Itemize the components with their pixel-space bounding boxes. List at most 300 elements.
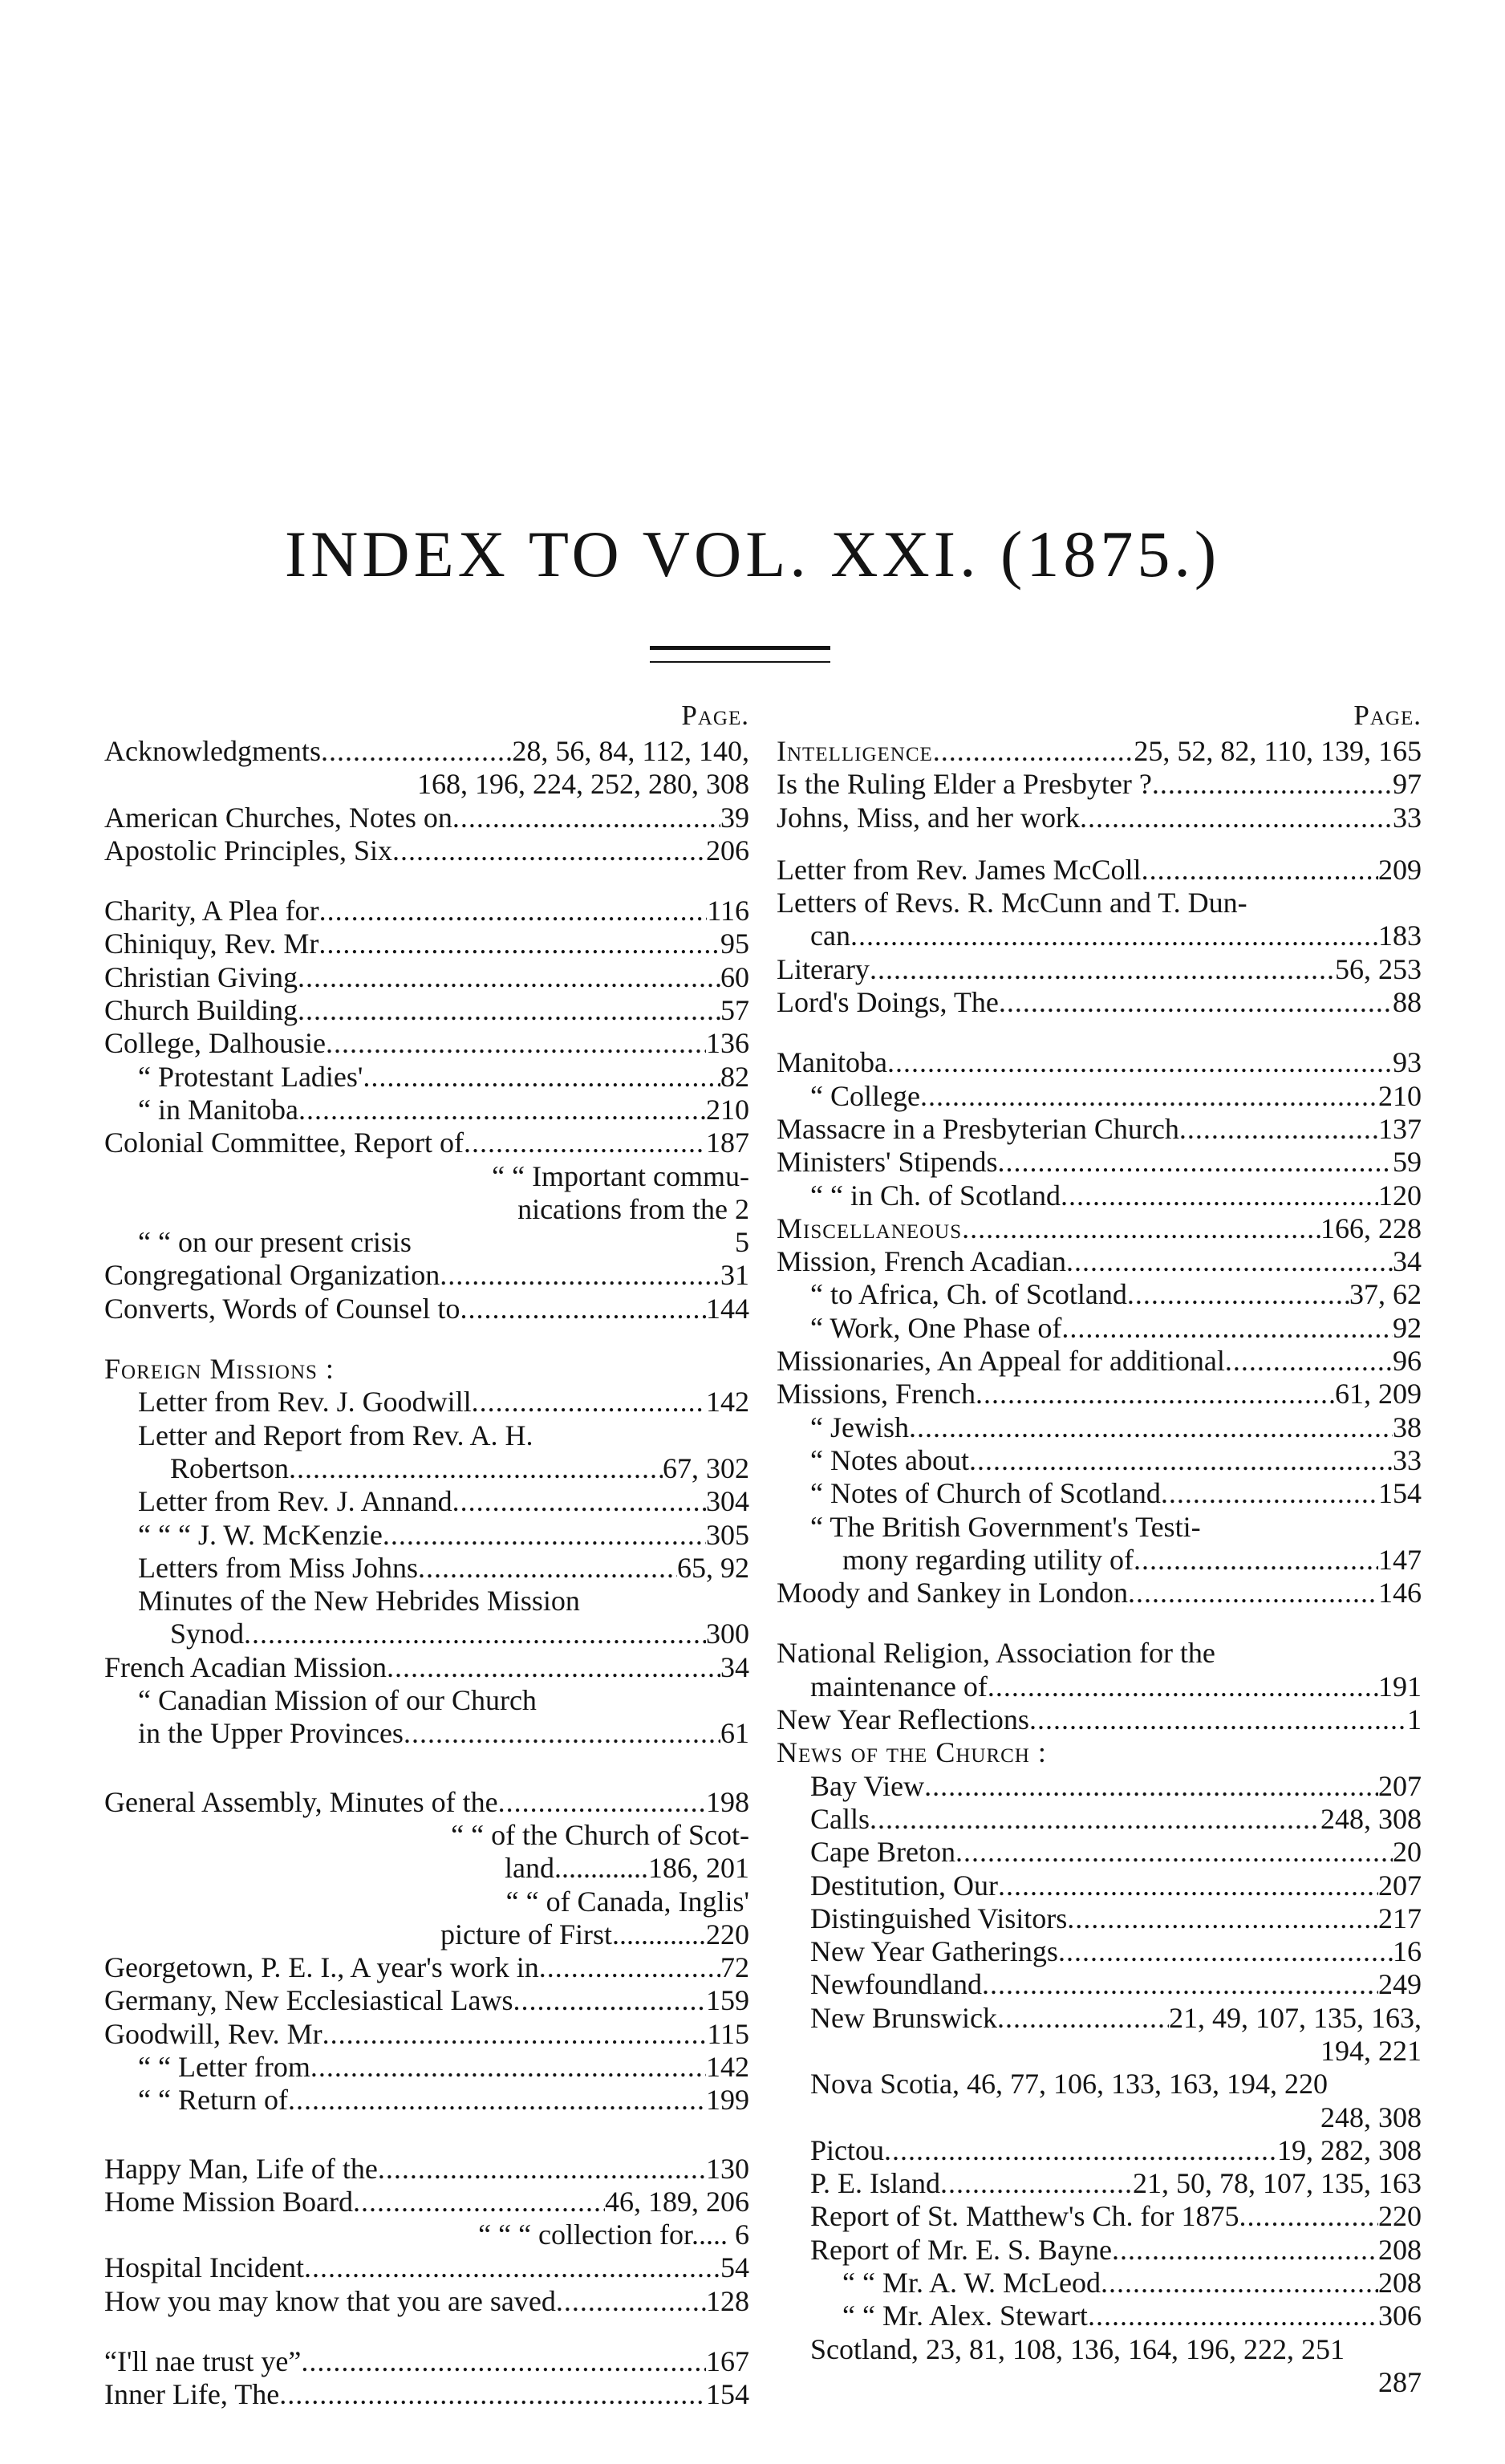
- page-number: 210: [706, 1093, 749, 1126]
- page-number: 137: [1378, 1112, 1422, 1145]
- entry-text: Lord's Doings, The: [777, 986, 999, 1019]
- entry-text: “ “ “ collection for..... 6: [478, 2218, 749, 2251]
- index-entry: [104, 1027, 749, 1060]
- index-entry: [104, 735, 749, 768]
- index-entry: [777, 1803, 1422, 1836]
- page-number: 60: [720, 960, 749, 993]
- leader-dots: [288, 2084, 706, 2117]
- entry-text: “ “ of Canada, Inglis': [505, 1885, 749, 1918]
- index-entry: [104, 1259, 749, 1292]
- index-entry: [104, 2018, 749, 2051]
- index-entry: [777, 1080, 1422, 1113]
- index-entry: [104, 1717, 749, 1750]
- entry-text: Congregational Organization: [104, 1259, 440, 1292]
- page-number: 31: [720, 1259, 749, 1292]
- entry-text: Ministers' Stipends: [777, 1146, 998, 1179]
- leader-dots: [969, 1444, 1393, 1477]
- page-number: 54: [720, 2251, 749, 2284]
- page-number: 38: [1393, 1411, 1422, 1443]
- entry-text: Inner Life, The: [104, 2378, 280, 2411]
- page-number: 142: [706, 1386, 749, 1419]
- entry-text: picture of First: [440, 1918, 612, 1950]
- page-number: 34: [720, 1650, 749, 1683]
- leader-dots: [1134, 1544, 1378, 1577]
- leader-dots: [1029, 1703, 1407, 1736]
- leader-dots: .............: [612, 1918, 706, 1950]
- leader-dots: [962, 1212, 1320, 1245]
- index-entry: [777, 1444, 1422, 1477]
- page-number: 306: [1378, 2300, 1422, 2332]
- index-entry: [777, 2267, 1422, 2300]
- entry-text: “ “ Important commu-: [492, 1159, 749, 1192]
- entry-text: Robertson: [170, 1451, 289, 1484]
- index-entry: [104, 1126, 749, 1159]
- entry-text: “ to Africa, Ch. of Scotland: [810, 1278, 1127, 1311]
- index-entry: [777, 1477, 1422, 1510]
- page-number: 1: [1407, 1703, 1422, 1736]
- entry-text: Letters of Revs. R. McCunn and T. Dun-: [777, 887, 1247, 919]
- page-number: 187: [706, 1126, 749, 1159]
- index-entry: [777, 1146, 1422, 1179]
- index-entries-left: [104, 735, 749, 2412]
- leader-dots: [279, 2378, 706, 2411]
- page-number: 159: [706, 1984, 749, 2017]
- page-number: 166, 228: [1320, 1212, 1422, 1244]
- page-number: 93: [1393, 1046, 1422, 1079]
- entry-text: Is the Ruling Elder a Presbyter ?: [777, 768, 1152, 801]
- entry-text: Colonial Committee, Report of: [104, 1126, 464, 1159]
- page-column-label: Page.: [1353, 700, 1422, 731]
- index-entry: [777, 1902, 1422, 1935]
- leader-dots: [321, 735, 512, 768]
- leader-dots: [1128, 1577, 1378, 1610]
- entry-text: “ “ on our present crisis: [138, 1226, 412, 1259]
- entry-text: Cape Breton: [810, 1836, 955, 1869]
- leader-dots: [556, 2285, 706, 2318]
- leader-dots: [498, 1786, 706, 1819]
- page-number: 208: [1378, 2233, 1422, 2266]
- leader-dots: [404, 1717, 720, 1750]
- index-entry: [777, 2002, 1422, 2035]
- entry-text: Minutes of the New Hebrides Mission: [138, 1585, 580, 1618]
- entry-text: “ Work, One Phase of: [810, 1311, 1062, 1344]
- page-number: 92: [1393, 1311, 1422, 1344]
- page-number: 37, 62: [1349, 1278, 1422, 1311]
- entry-text: Acknowledgments: [104, 735, 321, 767]
- index-entry: [777, 2234, 1422, 2267]
- index-entry: [104, 1485, 749, 1518]
- entry-text: Newfoundland: [810, 1968, 982, 2001]
- entry-text: land: [505, 1852, 554, 1885]
- leader-dots: [326, 1027, 706, 1060]
- entry-text: National Religion, Association for the: [777, 1637, 1215, 1670]
- page-number: 25, 52, 82, 110, 139, 165: [1134, 735, 1422, 767]
- page-number: 305: [706, 1518, 749, 1551]
- index-entry: [104, 1061, 749, 1094]
- leader-dots: [298, 1094, 706, 1126]
- index-entry-continuation: [777, 2101, 1422, 2134]
- page-number: 67, 302: [663, 1451, 749, 1484]
- page-number: 46, 189, 206: [605, 2185, 749, 2218]
- leader-dots: [999, 986, 1393, 1019]
- index-entry: [777, 1245, 1422, 1278]
- entry-text: “ Notes of Church of Scotland: [810, 1477, 1161, 1510]
- page-number: 20: [1393, 1836, 1422, 1869]
- leader-dots: [887, 1046, 1393, 1079]
- index-entry: [104, 2153, 749, 2186]
- page-number: 57: [720, 994, 749, 1027]
- index-entry: [777, 768, 1422, 801]
- leader-dots: [387, 1651, 720, 1684]
- index-entry: [777, 2300, 1422, 2332]
- entry-text: “ “ in Ch. of Scotland: [810, 1179, 1061, 1212]
- index-entry: [104, 1951, 749, 1984]
- leader-dots: [1101, 2267, 1378, 2300]
- page-number: 183: [1378, 919, 1422, 952]
- page-number: 116: [707, 895, 749, 928]
- page-number: 220: [1378, 2200, 1422, 2233]
- entry-text: Hospital Incident: [104, 2251, 304, 2284]
- index-entry: [777, 1869, 1422, 1902]
- index-entry: [104, 2251, 749, 2284]
- entry-text: “ “ Mr. Alex. Stewart: [842, 2300, 1088, 2332]
- leader-dots: [997, 2002, 1169, 2035]
- index-entry: [104, 1684, 749, 1717]
- page-number: 220: [706, 1918, 749, 1950]
- index-entry: [104, 994, 749, 1027]
- entry-text: American Churches, Notes on: [104, 801, 452, 834]
- page-number: 39: [720, 801, 749, 834]
- index-entry: [777, 1345, 1422, 1378]
- page-number: 199: [706, 2084, 749, 2117]
- leader-dots: [1127, 1278, 1349, 1311]
- leader-dots: [452, 1485, 706, 1518]
- leader-dots: [1152, 768, 1393, 801]
- leader-dots: [1112, 2234, 1378, 2267]
- index-entry: [104, 802, 749, 834]
- leader-dots: [353, 2186, 605, 2218]
- page-number: 96: [1393, 1345, 1422, 1378]
- leader-dots: [378, 2153, 706, 2186]
- index-entry: [777, 1637, 1422, 1670]
- entry-text: Intelligence: [777, 735, 933, 767]
- entry-text: College, Dalhousie: [104, 1027, 326, 1060]
- entry-text: “ Protestant Ladies': [138, 1060, 363, 1093]
- index-entry: [104, 1226, 749, 1259]
- entry-text: “ “ of the Church of Scot-: [451, 1818, 749, 1851]
- index-entry: [777, 854, 1422, 887]
- entry-text: 248, 308: [1320, 2101, 1422, 2133]
- leader-dots: [289, 1452, 663, 1485]
- leader-dots: [1061, 1179, 1378, 1212]
- entry-text: “ “ Mr. A. W. McLeod: [842, 2267, 1101, 2300]
- page-number: 167: [706, 2345, 749, 2378]
- page-number: 19, 282, 308: [1277, 2133, 1422, 2166]
- entry-text: Calls: [810, 1802, 870, 1835]
- entry-text: Synod: [170, 1618, 245, 1650]
- entry-text: Foreign Missions :: [104, 1353, 335, 1386]
- leader-dots: [1161, 1477, 1378, 1510]
- index-entry: [104, 895, 749, 928]
- page-number: 97: [1393, 768, 1422, 801]
- leader-dots: [452, 802, 720, 834]
- page-number: 28, 56, 84, 112, 140,: [512, 735, 749, 767]
- entry-text: Bay View: [810, 1769, 925, 1802]
- index-entry: [777, 887, 1422, 919]
- leader-dots: [418, 1552, 677, 1585]
- entry-text: Literary: [777, 952, 870, 985]
- page-number: 5: [735, 1226, 749, 1259]
- page-number: 115: [707, 2017, 749, 2050]
- index-entry: [777, 1312, 1422, 1345]
- entry-text: “ Notes about: [810, 1443, 969, 1476]
- entry-text: in the Upper Provinces: [138, 1717, 404, 1750]
- index-entry: [777, 1179, 1422, 1212]
- page-number: 198: [706, 1785, 749, 1818]
- entry-text: Letter from Rev. James McColl: [777, 853, 1142, 886]
- leader-dots: [310, 2051, 706, 2084]
- leader-dots: [464, 1126, 706, 1159]
- index-entry: [777, 1736, 1422, 1769]
- entry-text: Report of St. Matthew's Ch. for 1875: [810, 2200, 1239, 2233]
- index-entry: [104, 1386, 749, 1419]
- leader-dots: [1142, 854, 1378, 887]
- index-entry: [777, 1544, 1422, 1577]
- page-column-label: Page.: [681, 700, 749, 731]
- entry-spacer: [104, 1325, 749, 1353]
- entry-text: News of the Church :: [777, 1736, 1047, 1769]
- index-entry-continuation: [104, 1852, 749, 1885]
- leader-dots: [1239, 2200, 1378, 2233]
- page-number: 33: [1393, 1443, 1422, 1476]
- page-title: INDEX TO VOL. XXI. (1875.): [284, 518, 1221, 591]
- entry-text: Home Mission Board: [104, 2185, 353, 2218]
- index-entry: [104, 2378, 749, 2411]
- page-number: 65, 92: [677, 1551, 749, 1584]
- entry-text: Pictou: [810, 2133, 885, 2166]
- leader-dots: [383, 1519, 706, 1552]
- index-entry: [777, 1968, 1422, 2001]
- leader-dots: [884, 2134, 1277, 2167]
- entry-text: New Year Reflections: [777, 1703, 1029, 1736]
- entry-text: 287: [1378, 2365, 1422, 2398]
- index-entry: [104, 2285, 749, 2318]
- entry-text: New Brunswick: [810, 2001, 997, 2034]
- leader-dots: [244, 1618, 706, 1650]
- page-number: 136: [706, 1027, 749, 1060]
- index-entry: [777, 1703, 1422, 1736]
- index-entry: [777, 2200, 1422, 2233]
- entry-spacer: [104, 1751, 749, 1786]
- leader-dots: [298, 961, 720, 994]
- entry-text: Manitoba: [777, 1046, 887, 1079]
- entry-text: Chiniquy, Rev. Mr: [104, 928, 319, 960]
- index-entry: [777, 1511, 1422, 1544]
- entry-text: can: [810, 919, 850, 952]
- entry-text: Miscellaneous: [777, 1212, 963, 1244]
- index-entry: [777, 2333, 1422, 2366]
- entry-text: Christian Giving: [104, 960, 298, 993]
- index-entry-continuation: [104, 1193, 749, 1226]
- entry-spacer: [104, 2117, 749, 2153]
- index-entry-continuation: [777, 2366, 1422, 2399]
- entry-text: Goodwill, Rev. Mr: [104, 2017, 322, 2050]
- page-number: 72: [720, 1951, 749, 1984]
- index-entry: [777, 1411, 1422, 1444]
- page-number: 209: [1378, 853, 1422, 886]
- leader-dots: [363, 1061, 720, 1094]
- index-entry: [104, 1786, 749, 1819]
- leader-dots: [933, 735, 1134, 768]
- leader-dots: [998, 1869, 1378, 1902]
- page-number: 128: [706, 2284, 749, 2317]
- leader-dots: [1225, 1345, 1393, 1378]
- page-number: 300: [706, 1618, 749, 1650]
- index-entries-right: [777, 735, 1422, 2399]
- title-rule: [650, 646, 830, 663]
- page-number: 95: [720, 928, 749, 960]
- index-entry-continuation: [777, 2035, 1422, 2068]
- entry-text: How you may know that you are saved: [104, 2284, 556, 2317]
- entry-text: Charity, A Plea for: [104, 895, 319, 928]
- entry-text: Missionaries, An Appeal for additional: [777, 1345, 1225, 1378]
- entry-text: Massacre in a Presbyterian Church: [777, 1112, 1179, 1145]
- index-entry: [777, 919, 1422, 952]
- leader-dots: [1088, 2300, 1378, 2332]
- page-number: 21, 49, 107, 135, 163,: [1169, 2001, 1422, 2034]
- index-entry: [104, 1419, 749, 1452]
- leader-dots: [1058, 1935, 1393, 1968]
- page-number: 130: [706, 2152, 749, 2185]
- index-entry: [104, 2084, 749, 2117]
- page-number: 207: [1378, 1769, 1422, 1802]
- index-entry: [104, 2051, 749, 2084]
- leader-dots: [301, 2345, 706, 2378]
- index-entry: [104, 1293, 749, 1325]
- entry-text: Church Building: [104, 994, 298, 1027]
- index-entry: [777, 1212, 1422, 1245]
- index-entry: [777, 735, 1422, 768]
- leader-dots: [940, 2167, 1133, 2200]
- entry-spacer: [104, 2318, 749, 2345]
- leader-dots: [982, 1968, 1378, 2001]
- page-number: 191: [1378, 1670, 1422, 1703]
- leader-dots: .............: [554, 1852, 648, 1885]
- entry-text: Report of Mr. E. S. Bayne: [810, 2233, 1112, 2266]
- leader-dots: [472, 1386, 706, 1419]
- entry-text: Nova Scotia, 46, 77, 106, 133, 163, 194, 220: [810, 2068, 1328, 2101]
- leader-dots: [1179, 1113, 1378, 1146]
- entry-text: “ Canadian Mission of our Church: [138, 1684, 537, 1717]
- index-entry: [777, 1278, 1422, 1311]
- entry-text: 168, 196, 224, 252, 280, 308: [417, 768, 749, 801]
- page-number: 207: [1378, 1869, 1422, 1902]
- index-entry-continuation: [104, 768, 749, 801]
- page-number: 88: [1393, 986, 1422, 1019]
- index-entry: [104, 1585, 749, 1618]
- leader-dots: [1061, 1312, 1393, 1345]
- entry-text: nications from the 2: [517, 1192, 749, 1225]
- index-entry-continuation: [104, 1918, 749, 1951]
- page-number: 217: [1378, 1902, 1422, 1934]
- leader-dots: [976, 1378, 1335, 1411]
- entry-text: P. E. Island: [810, 2167, 940, 2200]
- leader-dots: [319, 895, 708, 928]
- page-number: 248, 308: [1320, 1802, 1422, 1835]
- entry-text: Destitution, Our: [810, 1869, 998, 1902]
- leader-dots: [1067, 1902, 1378, 1935]
- leader-dots: [909, 1411, 1393, 1444]
- entry-text: “I'll nae trust ye”: [104, 2345, 302, 2378]
- index-column-left: [104, 696, 749, 2412]
- entry-spacer: [777, 1610, 1422, 1637]
- index-entry: [104, 2345, 749, 2378]
- leader-dots: [920, 1080, 1378, 1113]
- entry-text: Converts, Words of Counsel to: [104, 1292, 460, 1325]
- page-number: 147: [1378, 1543, 1422, 1576]
- entry-text: Happy Man, Life of the: [104, 2152, 378, 2185]
- page-number: 210: [1378, 1079, 1422, 1112]
- index-entry: [104, 961, 749, 994]
- entry-text: Distinguished Visitors: [810, 1902, 1068, 1934]
- leader-dots: [440, 1259, 720, 1292]
- index-entry: [104, 1519, 749, 1552]
- leader-dots: [318, 928, 720, 960]
- index-entry: [777, 2167, 1422, 2200]
- index-entry: [104, 1094, 749, 1126]
- entry-spacer: [777, 1019, 1422, 1046]
- leader-dots: [998, 1146, 1393, 1179]
- entry-text: French Acadian Mission: [104, 1650, 387, 1683]
- index-entry: [104, 834, 749, 867]
- leader-dots: [304, 2251, 720, 2284]
- page-number: 82: [720, 1060, 749, 1093]
- entry-text: Johns, Miss, and her work: [777, 801, 1080, 834]
- entry-spacer: [104, 867, 749, 895]
- page-number: 304: [706, 1485, 749, 1518]
- index-entry: [777, 2068, 1422, 2101]
- index-entry: [777, 1577, 1422, 1610]
- index-entry: [777, 1770, 1422, 1803]
- page-number: 33: [1393, 801, 1422, 834]
- entry-text: Moody and Sankey in London: [777, 1577, 1128, 1610]
- entry-text: Apostolic Principles, Six: [104, 834, 392, 867]
- leader-dots: [924, 1770, 1378, 1803]
- page-number: 249: [1378, 1968, 1422, 2001]
- page-number: 154: [706, 2378, 749, 2411]
- index-column-right: [777, 696, 1422, 2399]
- index-entry: [104, 1651, 749, 1684]
- page-number: 186, 201: [648, 1852, 749, 1885]
- index-entry: [777, 986, 1422, 1019]
- index-entry: [104, 928, 749, 960]
- page-number: 146: [1378, 1577, 1422, 1610]
- index-entry: [777, 1113, 1422, 1146]
- index-entry-continuation: [104, 1160, 749, 1193]
- entry-text: 194, 221: [1320, 2034, 1422, 2067]
- leader-dots: [1066, 1245, 1393, 1278]
- leader-dots: [460, 1293, 706, 1325]
- index-entry: [104, 1552, 749, 1585]
- page-number: 59: [1393, 1146, 1422, 1179]
- entry-text: “ College: [810, 1079, 920, 1112]
- entry-text: Missions, French: [777, 1378, 976, 1411]
- page-number: 56, 253: [1335, 952, 1422, 985]
- leader-dots: [392, 834, 706, 867]
- entry-text: “ in Manitoba: [138, 1093, 298, 1126]
- leader-dots: [850, 919, 1378, 952]
- leader-dots: [870, 953, 1335, 986]
